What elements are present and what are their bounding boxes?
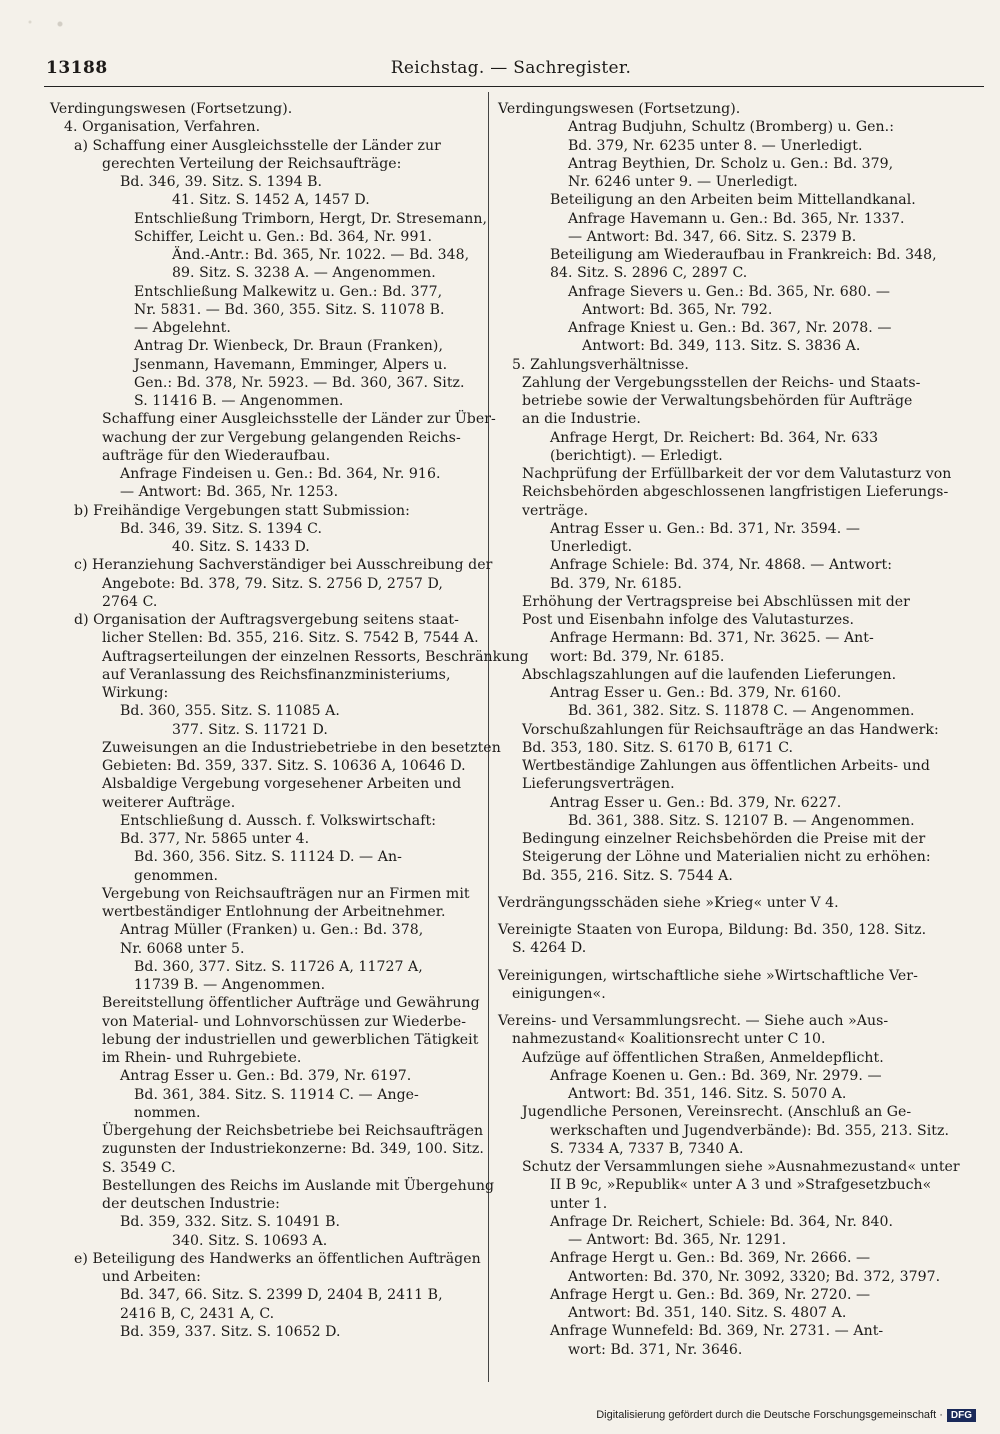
index-line: Unerledigt. — [550, 539, 633, 555]
index-line: 2416 B, C, 2431 A, C. — [120, 1305, 275, 1322]
index-line: Gen.: Bd. 378, Nr. 5923. — Bd. 360, 367. Sitz. — [134, 374, 465, 391]
index-line: Antrag Esser u. Gen.: Bd. 379, Nr. 6197. — [120, 1068, 412, 1085]
index-line: 89. Sitz. S. 3238 A. — Angenommen. — [172, 265, 436, 282]
index-line: Erhöhung der Vertragspreise bei Abschlüssen mit der — [522, 593, 910, 610]
index-line: Bd. 379, Nr. 6235 unter 8. — Unerledigt. — [568, 137, 863, 154]
index-line: Steigerung der Löhne und Materialien nicht zu erhöhen: — [522, 849, 931, 866]
index-line: Auftragserteilungen der einzelnen Ressorts, Beschränkung — [102, 648, 529, 665]
index-line: 41. Sitz. S. 1452 A, 1457 D. — [172, 192, 370, 209]
index-line: Übergehung der Reichsbetriebe bei Reichsaufträgen — [102, 1123, 484, 1139]
index-line: S. 3549 C. — [102, 1159, 176, 1176]
index-line: Zuweisungen an die Industriebetriebe in den besetzten — [102, 739, 501, 756]
index-line: Vereins- und Versammlungsrecht. — Siehe auch »Aus- — [498, 1013, 889, 1029]
index-line: Jugendliche Personen, Vereinsrecht. (Anschluß an Ge- — [522, 1104, 912, 1121]
entry-spacer — [498, 1003, 928, 1012]
index-line: Antrag Beythien, Dr. Scholz u. Gen.: Bd. 379, — [568, 155, 894, 172]
index-line: e) Beteiligung des Handwerks an öffentlichen Aufträgen — [74, 1250, 481, 1267]
index-line: weiterer Aufträge. — [102, 794, 236, 811]
index-line: der deutschen Industrie: — [102, 1196, 280, 1212]
index-line: Schutz der Versammlungen siehe »Ausnahmezustand« unter — [522, 1159, 960, 1175]
index-line: Bedingung einzelner Reichsbehörden die Preise mit der — [522, 831, 926, 847]
index-line: Anfrage Sievers u. Gen.: Bd. 365, Nr. 680. — — [568, 283, 890, 300]
index-line: 377. Sitz. S. 11721 D. — [172, 721, 328, 738]
index-line: Angebote: Bd. 378, 79. Sitz. S. 2756 D, 2757 D, — [102, 575, 443, 592]
index-line: auf Veranlassung des Reichsfinanzministeriums, — [102, 666, 451, 683]
index-line: wort: Bd. 379, Nr. 6185. — [550, 648, 725, 665]
index-line: Lieferungsverträgen. — [522, 776, 675, 793]
index-line: wort: Bd. 371, Nr. 3646. — [568, 1341, 743, 1358]
index-line: Antrag Budjuhn, Schultz (Bromberg) u. Gen.: — [568, 119, 894, 136]
entry-spacer — [498, 885, 928, 894]
index-line: Entschließung d. Aussch. f. Volkswirtschaft: — [120, 812, 437, 829]
index-line: Anfrage Havemann u. Gen.: Bd. 365, Nr. 1337. — [568, 210, 905, 227]
index-line: Bd. 346, 39. Sitz. S. 1394 B. — [120, 174, 323, 190]
index-line: Nachprüfung der Erfüllbarkeit der vor dem Valutasturz von — [522, 466, 952, 482]
index-line: Bd. 360, 356. Sitz. S. 11124 D. — An- — [134, 849, 402, 866]
index-line: Antrag Esser u. Gen.: Bd. 379, Nr. 6160. — [550, 685, 842, 701]
index-line: im Rhein- und Ruhrgebiete. — [102, 1050, 302, 1066]
index-line: Bd. 360, 355. Sitz. S. 11085 A. — [120, 703, 340, 720]
index-line: Bd. 353, 180. Sitz. S. 6170 B, 6171 C. — [522, 739, 794, 756]
footer-credit — [596, 1409, 976, 1422]
index-line: Bd. 377, Nr. 5865 unter 4. — [120, 831, 310, 847]
index-line: Bestellungen des Reichs im Auslande mit Übergehung — [102, 1177, 495, 1194]
index-line: 84. Sitz. S. 2896 C, 2897 C. — [550, 265, 748, 282]
index-line: unter 1. — [550, 1195, 608, 1212]
index-line: a) Schaffung einer Ausgleichsstelle der Länder zur — [74, 137, 441, 154]
index-line: 4. Organisation, Verfahren. — [64, 119, 261, 136]
index-line: — Abgelehnt. — [134, 320, 231, 336]
index-line: — Antwort: Bd. 365, Nr. 1291. — [568, 1232, 787, 1248]
index-line: Antworten: Bd. 370, Nr. 3092, 3320; Bd. 372, 3797. — [568, 1268, 941, 1285]
index-line: werkschaften und Jugendverbände): Bd. 355, 213. Sitz. — [550, 1122, 949, 1139]
index-line: Gebieten: Bd. 359, 337. Sitz. S. 10636 A, 10646 D. — [102, 758, 466, 774]
index-line: S. 11416 B. — Angenommen. — [134, 393, 344, 409]
index-line: S. 7334 A, 7337 B, 7340 A. — [550, 1140, 744, 1157]
index-line: Anfrage Hergt u. Gen.: Bd. 369, Nr. 2666. — — [550, 1250, 871, 1267]
header-rule — [44, 86, 984, 87]
index-line: nahmezustand« Koalitionsrecht unter C 10. — [512, 1031, 826, 1048]
dfg-logo: DFG — [947, 1409, 976, 1422]
index-line: Antwort: Bd. 365, Nr. 792. — [582, 301, 773, 318]
index-line: Anfrage Kniest u. Gen.: Bd. 367, Nr. 2078. — — [568, 320, 892, 336]
index-line: Wirkung: — [102, 685, 169, 701]
index-line: Verdrängungsschäden siehe »Krieg« unter V 4. — [498, 894, 839, 911]
index-line: Jsenmann, Havemann, Emminger, Alpers u. — [134, 356, 448, 373]
left-column — [50, 100, 529, 1341]
index-line: Bd. 359, 337. Sitz. S. 10652 D. — [120, 1323, 341, 1340]
index-line: verträge. — [522, 502, 589, 519]
index-line: wachung der zur Vergebung gelangenden Reichs- — [102, 429, 461, 446]
entry-spacer — [498, 912, 928, 921]
index-line: zugunsten der Industriekonzerne: Bd. 349, 100. Sitz. — [102, 1141, 484, 1158]
index-line: Bd. 361, 382. Sitz. S. 11878 C. — Angenommen. — [568, 703, 915, 720]
scan-speckle — [0, 14, 150, 34]
index-line: Antwort: Bd. 351, 140. Sitz. S. 4807 A. — [568, 1305, 847, 1321]
footer-credit-text: Digitalisierung gefördert durch die Deutsche Forschungsgemeinschaft · — [596, 1409, 943, 1421]
index-line: Antwort: Bd. 349, 113. Sitz. S. 3836 A. — [582, 338, 861, 355]
index-line: Anfrage Findeisen u. Gen.: Bd. 364, Nr. 916. — [120, 466, 441, 482]
index-line: Abschlagszahlungen auf die laufenden Lieferungen. — [522, 666, 897, 683]
index-line: Vergebung von Reichsaufträgen nur an Firmen mit — [102, 885, 470, 902]
index-line: Beteiligung am Wiederaufbau in Frankreich: Bd. 348, — [550, 247, 937, 263]
index-line: Bd. 359, 332. Sitz. S. 10491 B. — [120, 1214, 341, 1231]
index-line: Beteiligung an den Arbeiten beim Mittellandkanal. — [550, 192, 916, 209]
index-line: nommen. — [134, 1104, 201, 1121]
index-line: Antrag Esser u. Gen.: Bd. 379, Nr. 6227. — [550, 794, 842, 811]
index-line: 11739 B. — Angenommen. — [134, 977, 326, 993]
index-line: Vereinigte Staaten von Europa, Bildung: Bd. 350, 128. Sitz. — [498, 922, 927, 938]
index-line: aufträge für den Wiederaufbau. — [102, 447, 331, 464]
index-line: Antwort: Bd. 351, 146. Sitz. S. 5070 A. — [568, 1086, 847, 1102]
index-line: 340. Sitz. S. 10693 A. — [172, 1232, 328, 1249]
right-column — [498, 100, 960, 1359]
index-line: — Antwort: Bd. 347, 66. Sitz. S. 2379 B. — [568, 228, 857, 245]
index-line: (berichtigt). — Erledigt. — [550, 447, 723, 464]
index-line: Anfrage Koenen u. Gen.: Bd. 369, Nr. 2979. — — [550, 1067, 882, 1084]
index-line: Verdingungswesen (Fortsetzung). — [498, 101, 741, 117]
index-line: Nr. 5831. — Bd. 360, 355. Sitz. S. 11078 B. — [134, 301, 445, 318]
index-line: lebung der industriellen und gewerblichen Tätigkeit — [102, 1031, 479, 1048]
index-line: Anfrage Schiele: Bd. 374, Nr. 4868. — Antwort: — [550, 557, 893, 574]
index-line: Anfrage Hergt, Dr. Reichert: Bd. 364, Nr. 633 — [550, 429, 879, 446]
index-line: Wertbeständige Zahlungen aus öffentlichen Arbeits- und — [522, 758, 930, 774]
index-line: Aufzüge auf öffentlichen Straßen, Anmeldepflicht. — [522, 1049, 884, 1066]
index-line: licher Stellen: Bd. 355, 216. Sitz. S. 7542 B, 7544 A. — [102, 630, 479, 647]
index-line: Schiffer, Leicht u. Gen.: Bd. 364, Nr. 991. — [134, 228, 433, 245]
index-line: Bd. 355, 216. Sitz. S. 7544 A. — [522, 867, 733, 884]
index-line: II B 9c, »Republik« unter A 3 und »Strafgesetzbuch« — [550, 1177, 932, 1194]
index-line: c) Heranziehung Sachverständiger bei Ausschreibung der — [74, 557, 493, 574]
index-line: betriebe sowie der Verwaltungsbehörden für Aufträge — [522, 393, 913, 409]
index-line: Bd. 361, 388. Sitz. S. 12107 B. — Angenommen. — [568, 812, 915, 829]
index-line: Bd. 360, 377. Sitz. S. 11726 A, 11727 A, — [134, 958, 423, 975]
index-line: Entschließung Trimborn, Hergt, Dr. Stresemann, — [134, 210, 488, 227]
index-line: Nr. 6246 unter 9. — Unerledigt. — [568, 174, 798, 190]
index-line: Reichsbehörden abgeschlossenen langfristigen Lieferungs- — [522, 484, 949, 501]
index-line: Vereinigungen, wirtschaftliche siehe »Wirtschaftliche Ver- — [498, 967, 918, 984]
page-number: 13188 — [46, 58, 108, 78]
index-line: Änd.-Antr.: Bd. 365, Nr. 1022. — Bd. 348, — [172, 247, 470, 263]
index-line: Schaffung einer Ausgleichsstelle der Länder zur Über- — [102, 411, 496, 428]
index-line: S. 4264 D. — [512, 940, 587, 957]
index-line: 5. Zahlungsverhältnisse. — [512, 356, 689, 373]
page-title: Reichstag. — Sachregister. — [390, 58, 632, 78]
index-line: d) Organisation der Auftragsvergebung seitens staat- — [74, 612, 459, 628]
index-line: Antrag Müller (Franken) u. Gen.: Bd. 378, — [120, 922, 424, 939]
index-line: — Antwort: Bd. 365, Nr. 1253. — [120, 484, 339, 501]
index-line: 40. Sitz. S. 1433 D. — [172, 539, 310, 555]
index-line: Antrag Esser u. Gen.: Bd. 371, Nr. 3594. — — [550, 520, 860, 537]
index-line: einigungen«. — [512, 985, 606, 1002]
index-line: 2764 C. — [102, 593, 158, 610]
index-line: gerechten Verteilung der Reichsaufträge: — [102, 155, 402, 172]
index-line: Verdingungswesen (Fortsetzung). — [50, 101, 293, 117]
index-line: Anfrage Hergt u. Gen.: Bd. 369, Nr. 2720. — — [550, 1286, 871, 1303]
index-line: Bd. 361, 384. Sitz. S. 11914 C. — Ange- — [134, 1086, 419, 1103]
index-line: Anfrage Dr. Reichert, Schiele: Bd. 364, Nr. 840. — [550, 1213, 894, 1230]
page-header — [38, 58, 984, 84]
index-line: Anfrage Hermann: Bd. 371, Nr. 3625. — Ant- — [550, 630, 874, 647]
index-line: Entschließung Malkewitz u. Gen.: Bd. 377, — [134, 283, 443, 300]
index-line: Bd. 346, 39. Sitz. S. 1394 C. — [120, 520, 322, 537]
index-line: wertbeständiger Entlohnung der Arbeitnehmer. — [102, 904, 446, 920]
index-line: Antrag Dr. Wienbeck, Dr. Braun (Franken), — [134, 338, 443, 355]
index-line: Nr. 6068 unter 5. — [120, 940, 245, 957]
index-line: und Arbeiten: — [102, 1269, 201, 1285]
entry-spacer — [498, 958, 928, 967]
index-line: Bd. 379, Nr. 6185. — [550, 575, 682, 592]
index-line: an die Industrie. — [522, 411, 641, 428]
index-line: Bd. 347, 66. Sitz. S. 2399 D, 2404 B, 2411 B, — [120, 1287, 443, 1304]
index-line: von Material- und Lohnvorschüssen zur Wiederbe- — [102, 1013, 467, 1030]
index-line: Post und Eisenbahn infolge des Valutasturzes. — [522, 612, 855, 628]
index-line: genommen. — [134, 867, 219, 884]
index-line: Alsbaldige Vergebung vorgesehener Arbeiten und — [102, 776, 462, 793]
index-line: Bereitstellung öffentlicher Aufträge und Gewährung — [102, 995, 480, 1012]
index-line: Anfrage Wunnefeld: Bd. 369, Nr. 2731. — Ant- — [550, 1323, 884, 1340]
index-line: Vorschußzahlungen für Reichsaufträge an das Handwerk: — [522, 721, 939, 738]
index-line: Zahlung der Vergebungsstellen der Reichs- und Staats- — [522, 374, 921, 391]
index-line: b) Freihändige Vergebungen statt Submission: — [74, 502, 410, 519]
